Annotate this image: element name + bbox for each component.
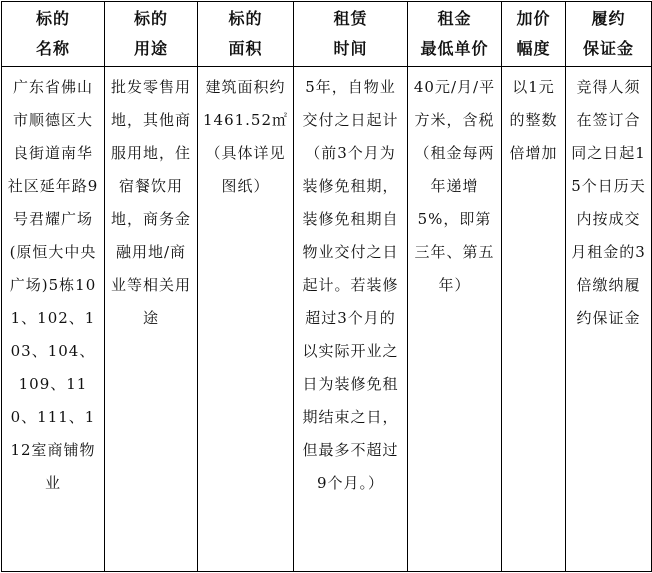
header-subject-area-line1: 标的 bbox=[228, 9, 263, 28]
subject-usage-text: 批发零售用地，其他商服用地，住宿餐饮用地，商务金融用地/商业等相关用途 bbox=[110, 78, 191, 327]
header-lease-term-line1: 租赁 bbox=[333, 9, 368, 28]
lease-terms-table bbox=[1, 1, 652, 572]
cell-deposit bbox=[566, 67, 652, 572]
header-min-rent bbox=[408, 2, 502, 67]
header-lease-term bbox=[294, 2, 408, 67]
header-subject-usage-line2: 用途 bbox=[133, 39, 168, 58]
header-subject-usage bbox=[105, 2, 198, 67]
cell-subject-name bbox=[2, 67, 105, 572]
cell-subject-area bbox=[198, 67, 294, 572]
subject-name-text: 广东省佛山市顺德区大良街道南华社区延年路9号君耀广场(原恒大中央广场)5栋101、102、103、104、109、110、111、112室商铺物业 bbox=[7, 78, 99, 492]
cell-lease-term bbox=[294, 67, 408, 572]
lease-term-text: 5年，自物业交付之日起计（前3个月为装修免租期，装修免租期自物业交付之日起计。若装修超过3个月的以实际开业之日为装修免租期结束之日，但最多不超过9个月。） bbox=[302, 78, 399, 492]
min-rent-text: 40元/月/平方米，含税（租金每两年递增5%，即第三年、第五年） bbox=[413, 78, 496, 294]
header-min-rent-line1: 租金 bbox=[437, 9, 472, 28]
header-subject-name-line2: 名称 bbox=[35, 39, 70, 58]
header-bid-increment bbox=[502, 2, 566, 67]
header-min-rent-line2: 最低单价 bbox=[420, 39, 489, 58]
header-subject-name bbox=[2, 2, 105, 67]
header-bid-increment-line2: 幅度 bbox=[516, 39, 551, 58]
header-deposit-line2: 保证金 bbox=[582, 39, 634, 58]
header-subject-name-line1: 标的 bbox=[35, 9, 70, 28]
cell-bid-increment bbox=[502, 67, 566, 572]
cell-min-rent bbox=[408, 67, 502, 572]
header-lease-term-line2: 时间 bbox=[333, 39, 368, 58]
header-row bbox=[2, 2, 652, 67]
header-subject-area-line2: 面积 bbox=[228, 39, 263, 58]
header-deposit-line1: 履约 bbox=[591, 9, 626, 28]
cell-subject-usage bbox=[105, 67, 198, 572]
header-subject-usage-line1: 标的 bbox=[133, 9, 168, 28]
table-row bbox=[2, 67, 652, 572]
header-bid-increment-line1: 加价 bbox=[516, 9, 551, 28]
header-subject-area bbox=[198, 2, 294, 67]
subject-area-text: 建筑面积约1461.52㎡（具体详见图纸） bbox=[202, 78, 289, 195]
bid-increment-text: 以1元的整数倍增加 bbox=[509, 78, 558, 162]
header-deposit bbox=[566, 2, 652, 67]
deposit-text: 竞得人须在签订合同之日起15个日历天内按成交月租金的3倍缴纳履约保证金 bbox=[571, 78, 646, 327]
